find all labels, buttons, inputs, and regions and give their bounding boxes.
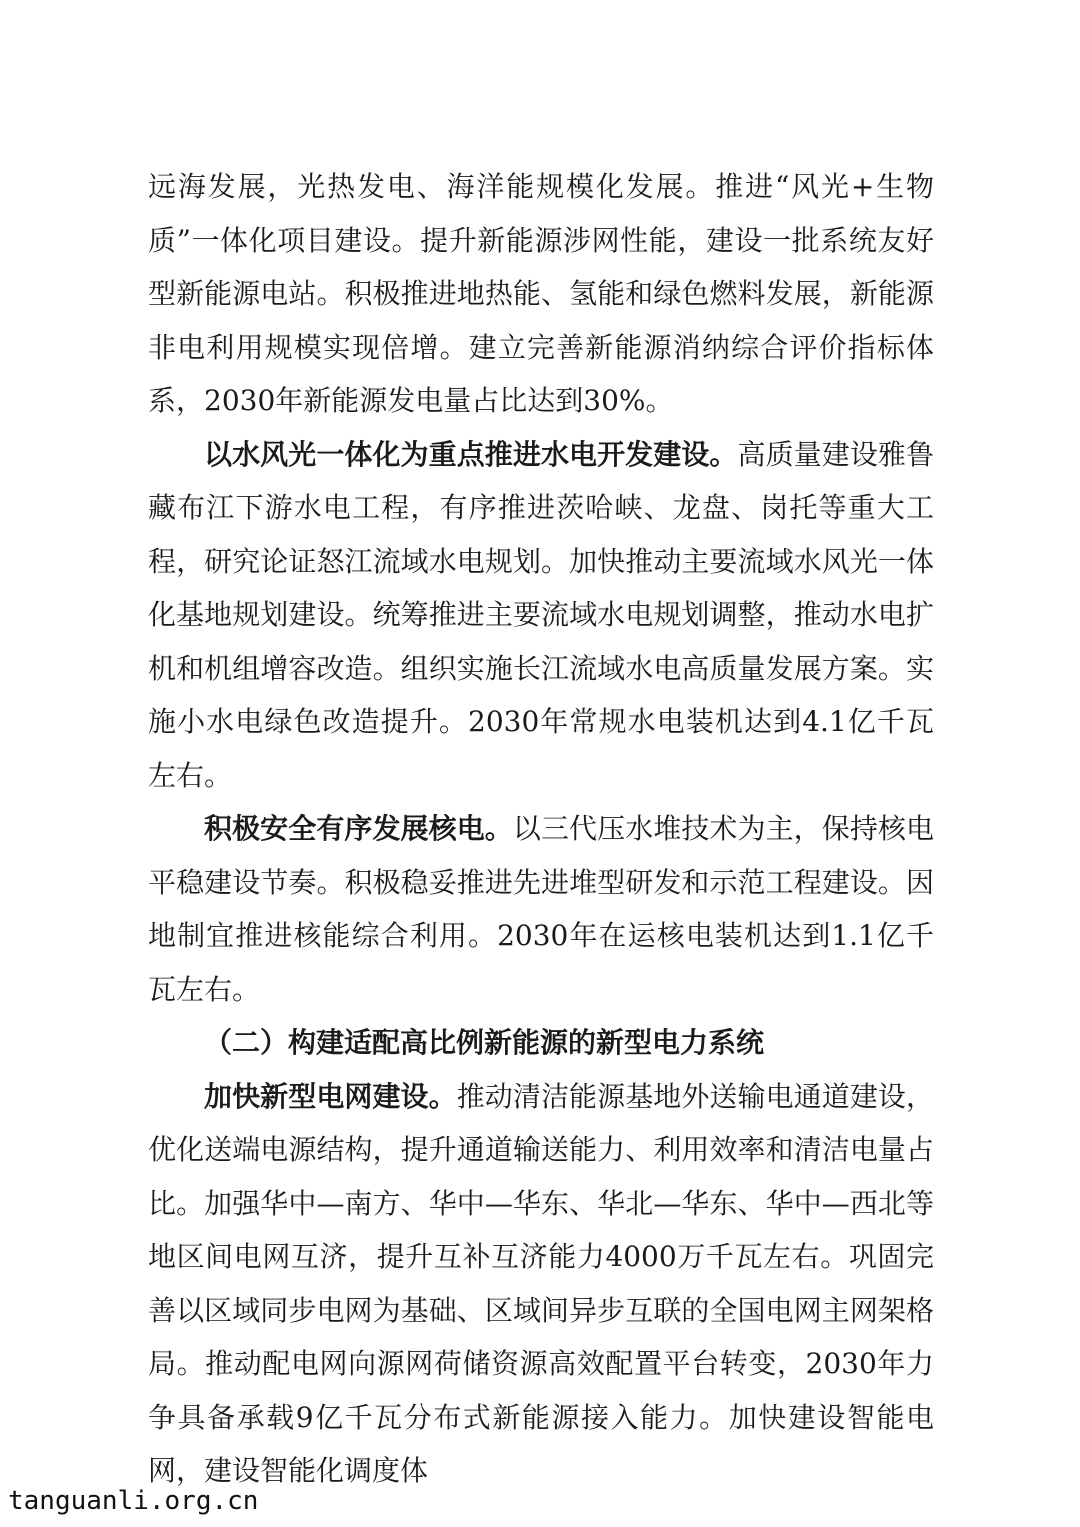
paragraph-text: 推动清洁能源基地外送输电通道建设，优化送端电源结构，提升通道输送能力、利用效率和清洁电量占比。加强华中—南方、华中—华东、华北—华东、华中—西北等地区间电网互济，提升互补互济能力4000万千瓦左右。巩固完善以区域同步电网为基础、区域间异步互联的全国电网主网架格局。推动配电网向源网荷储资源高效配置平台转变，2030年力争具备承载9亿千瓦分布式新能源接入能力。加快建设智能电网，建设智能化调度体 (148, 1079, 934, 1487)
site-watermark: tanguanli.org.cn (8, 1486, 259, 1516)
paragraph-hydropower (148, 428, 934, 803)
paragraph-text: 高质量建设雅鲁藏布江下游水电工程，有序推进茨哈峡、龙盘、岗托等重大工程，研究论证怒江流域水电规划。加快推动主要流域水风光一体化基地规划建设。统筹推进主要流域水电规划调整，推动水电扩机和机组增容改造。组织实施长江流域水电高质量发展方案。实施小水电绿色改造提升。2030年常规水电装机达到4.1亿千瓦左右。 (148, 437, 934, 792)
paragraph-lead-heading: 以水风光一体化为重点推进水电开发建设。 (204, 437, 738, 471)
document-body (148, 160, 934, 1498)
paragraph-lead-heading: 加快新型电网建设。 (204, 1079, 457, 1113)
paragraph-text: 以三代压水堆技术为主，保持核电平稳建设节奏。积极稳妥推进先进堆型研发和示范工程建设。因地制宜推进核能综合利用。2030年在运核电装机达到1.1亿千瓦左右。 (148, 812, 934, 1006)
paragraph-power-grid (148, 1070, 934, 1498)
paragraph-nuclear (148, 802, 934, 1016)
paragraph-continuation (148, 160, 934, 428)
section-heading: （二）构建适配高比例新能源的新型电力系统 (204, 1026, 765, 1059)
paragraph-text: 远海发展，光热发电、海洋能规模化发展。推进“风光+生物质”一体化项目建设。提升新能源涉网性能，建设一批系统友好型新能源电站。积极推进地热能、氢能和绿色燃料发展，新能源非电利用规模实现倍增。建立完善新能源消纳综合评价指标体系，2030年新能源发电量占比达到30%。 (148, 170, 934, 417)
paragraph-lead-heading: 积极安全有序发展核电。 (204, 812, 513, 845)
